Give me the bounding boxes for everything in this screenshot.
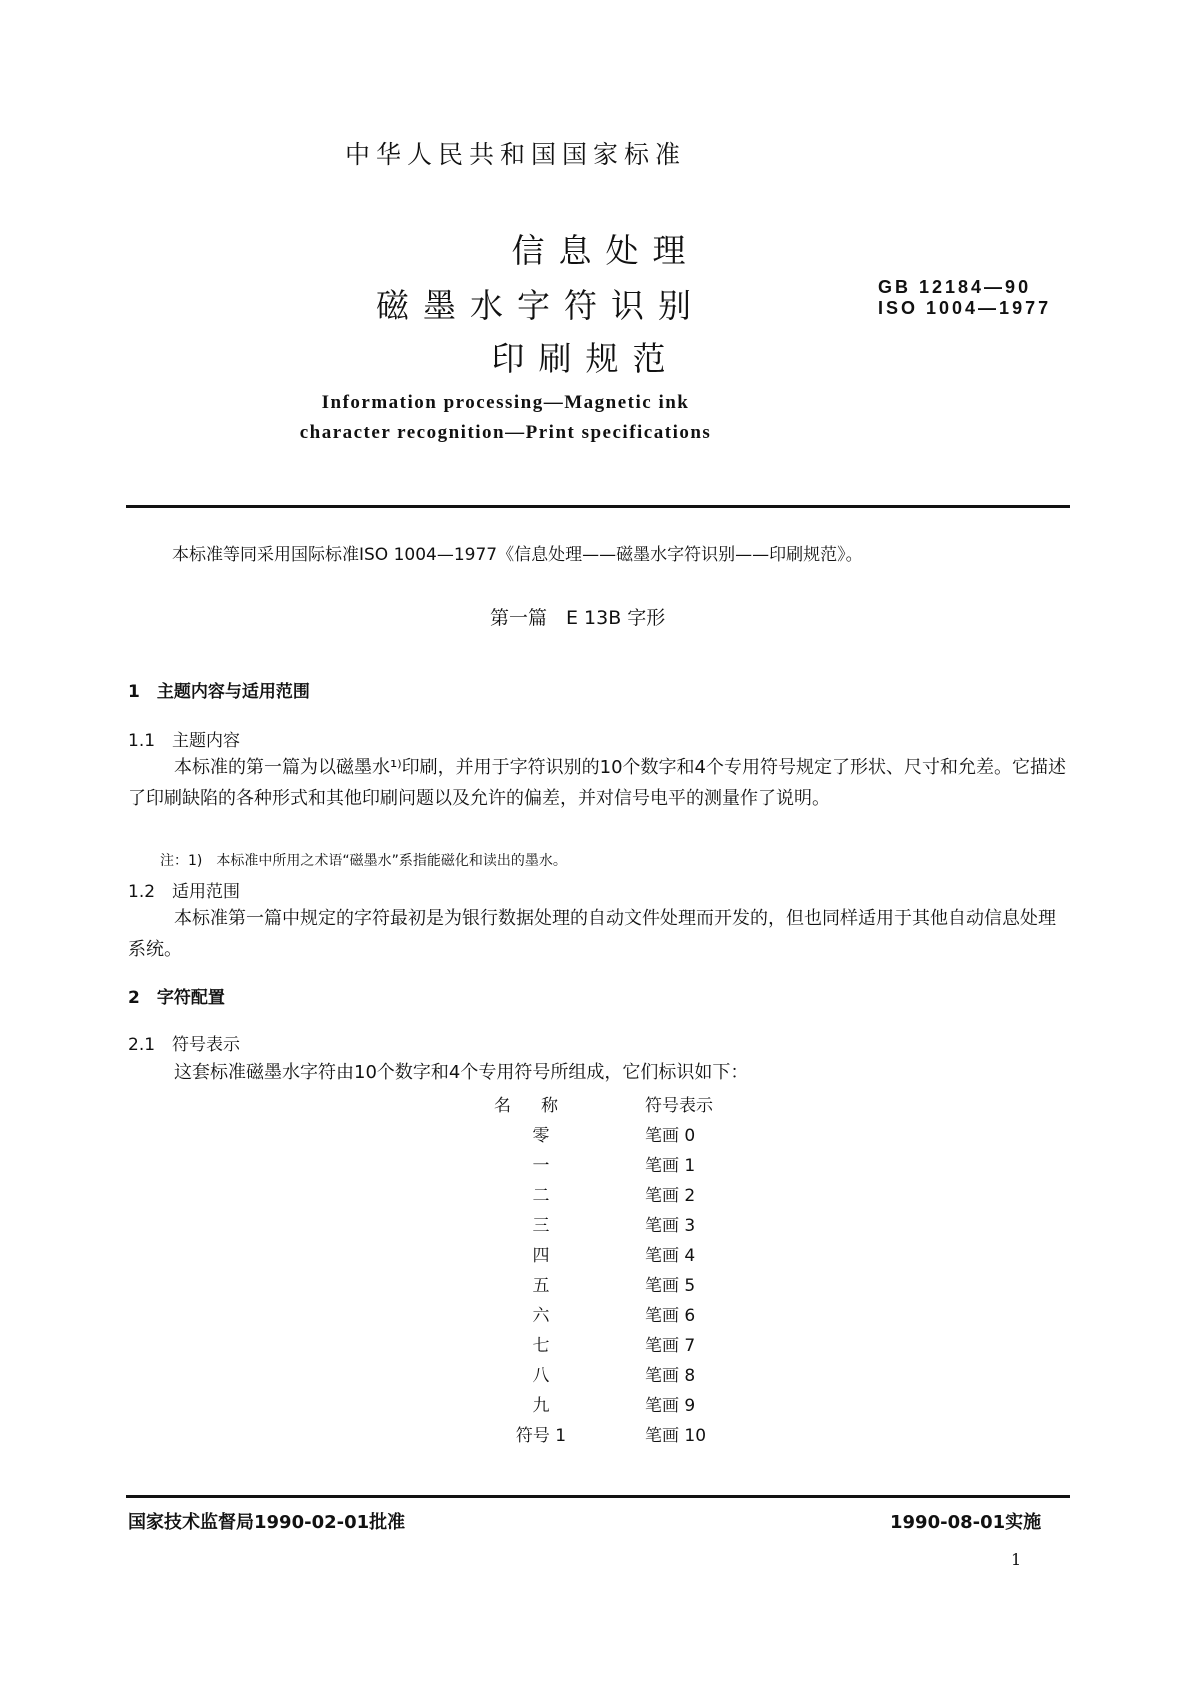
- table-cell: 笔画 5: [645, 1275, 696, 1296]
- table-row: [440, 1148, 765, 1178]
- english-title: [0, 388, 1191, 448]
- approval-date: 国家技术监督局1990-02-01批准: [128, 1512, 406, 1533]
- table-cell: 七: [532, 1335, 550, 1356]
- english-title-line-1: Information processing—Magnetic ink: [321, 392, 690, 413]
- table-cell: 笔画 1: [645, 1155, 696, 1176]
- table-cell: 八: [532, 1365, 550, 1386]
- table-cell: 一: [532, 1155, 550, 1176]
- standard-codes: [878, 277, 1051, 319]
- footnote: 注：1) 本标准中所用之术语“磁墨水”系指能磁化和读出的墨水。: [160, 853, 567, 869]
- table-cell: 笔画 4: [645, 1245, 696, 1266]
- section-2-1-intro: 这套标准磁墨水字符由10个数字和4个专用符号所组成，它们标识如下：: [174, 1062, 749, 1083]
- table-cell: 五: [532, 1275, 550, 1296]
- table-cell: 笔画 9: [645, 1395, 696, 1416]
- english-title-line-2: character recognition—Print specifications: [299, 422, 712, 443]
- section-1-1-body: 本标准的第一篇为以磁墨水¹⁾印刷，并用于字符识别的10个数字和4个专用符号规定了形状、尺寸和允差。它描述了印刷缺陷的各种形式和其他印刷问题以及允许的偏差，并对信号电平的测量作了说明。: [128, 757, 1066, 809]
- column-header-symbol: 符号表示: [645, 1095, 713, 1116]
- table-row: [440, 1388, 765, 1418]
- national-standard-heading: 中华人民共和国国家标准: [345, 140, 687, 169]
- table-cell: 九: [532, 1395, 550, 1416]
- iso-code: ISO 1004—1977: [878, 298, 1052, 318]
- table-cell: 笔画 3: [645, 1215, 696, 1236]
- table-cell: 笔画 0: [645, 1125, 696, 1146]
- table-cell: 笔画 10: [645, 1425, 707, 1446]
- table-cell: 笔画 8: [645, 1365, 696, 1386]
- table-cell: 笔画 6: [645, 1305, 696, 1326]
- section-1-heading: 1 主题内容与适用范围: [128, 682, 310, 702]
- table-cell: 六: [532, 1305, 550, 1326]
- table-row: [440, 1328, 765, 1358]
- table-row: [440, 1118, 765, 1148]
- table-cell: 四: [532, 1245, 550, 1266]
- table-cell: 笔画 7: [645, 1335, 696, 1356]
- part-heading: 第一篇 E 13B 字形: [490, 607, 666, 629]
- table-row: [440, 1178, 765, 1208]
- table-cell: 零: [532, 1125, 550, 1146]
- table-row: [440, 1298, 765, 1328]
- gb-code: GB 12184—90: [878, 277, 1032, 297]
- section-1-2-body: 本标准第一篇中规定的字符最初是为银行数据处理的自动文件处理而开发的，但也同样适用于其他自动信息处理系统。: [128, 908, 1056, 960]
- title-line-1: 信息处理: [511, 231, 700, 270]
- table-cell: 符号 1: [515, 1425, 567, 1446]
- section-1-1-heading: 1.1 主题内容: [128, 731, 241, 751]
- implementation-date: 1990-08-01实施: [890, 1512, 1042, 1533]
- table-row: [440, 1238, 765, 1268]
- symbol-table: [440, 1088, 765, 1448]
- column-header-name: 名称: [494, 1095, 588, 1116]
- table-cell: 二: [532, 1185, 550, 1206]
- title-line-2: 磁墨水字符识别: [376, 286, 705, 325]
- bottom-divider: [126, 1495, 1070, 1498]
- section-2-1-heading: 2.1 符号表示: [128, 1035, 241, 1055]
- section-2-heading: 2 字符配置: [128, 988, 225, 1008]
- title-line-3: 印刷规范: [491, 339, 680, 378]
- table-row: [440, 1208, 765, 1238]
- table-cell: 三: [532, 1215, 550, 1236]
- section-1-2-heading: 1.2 适用范围: [128, 882, 241, 902]
- table-row: [440, 1268, 765, 1298]
- table-row: [440, 1418, 765, 1448]
- table-header-row: [440, 1088, 765, 1118]
- table-cell: 笔画 2: [645, 1185, 696, 1206]
- adoption-statement: 本标准等同采用国际标准ISO 1004—1977《信息处理——磁墨水字符识别——印刷规范》。: [172, 545, 863, 565]
- table-row: [440, 1358, 765, 1388]
- top-divider: [126, 505, 1070, 508]
- page-number: 1: [1011, 1550, 1022, 1569]
